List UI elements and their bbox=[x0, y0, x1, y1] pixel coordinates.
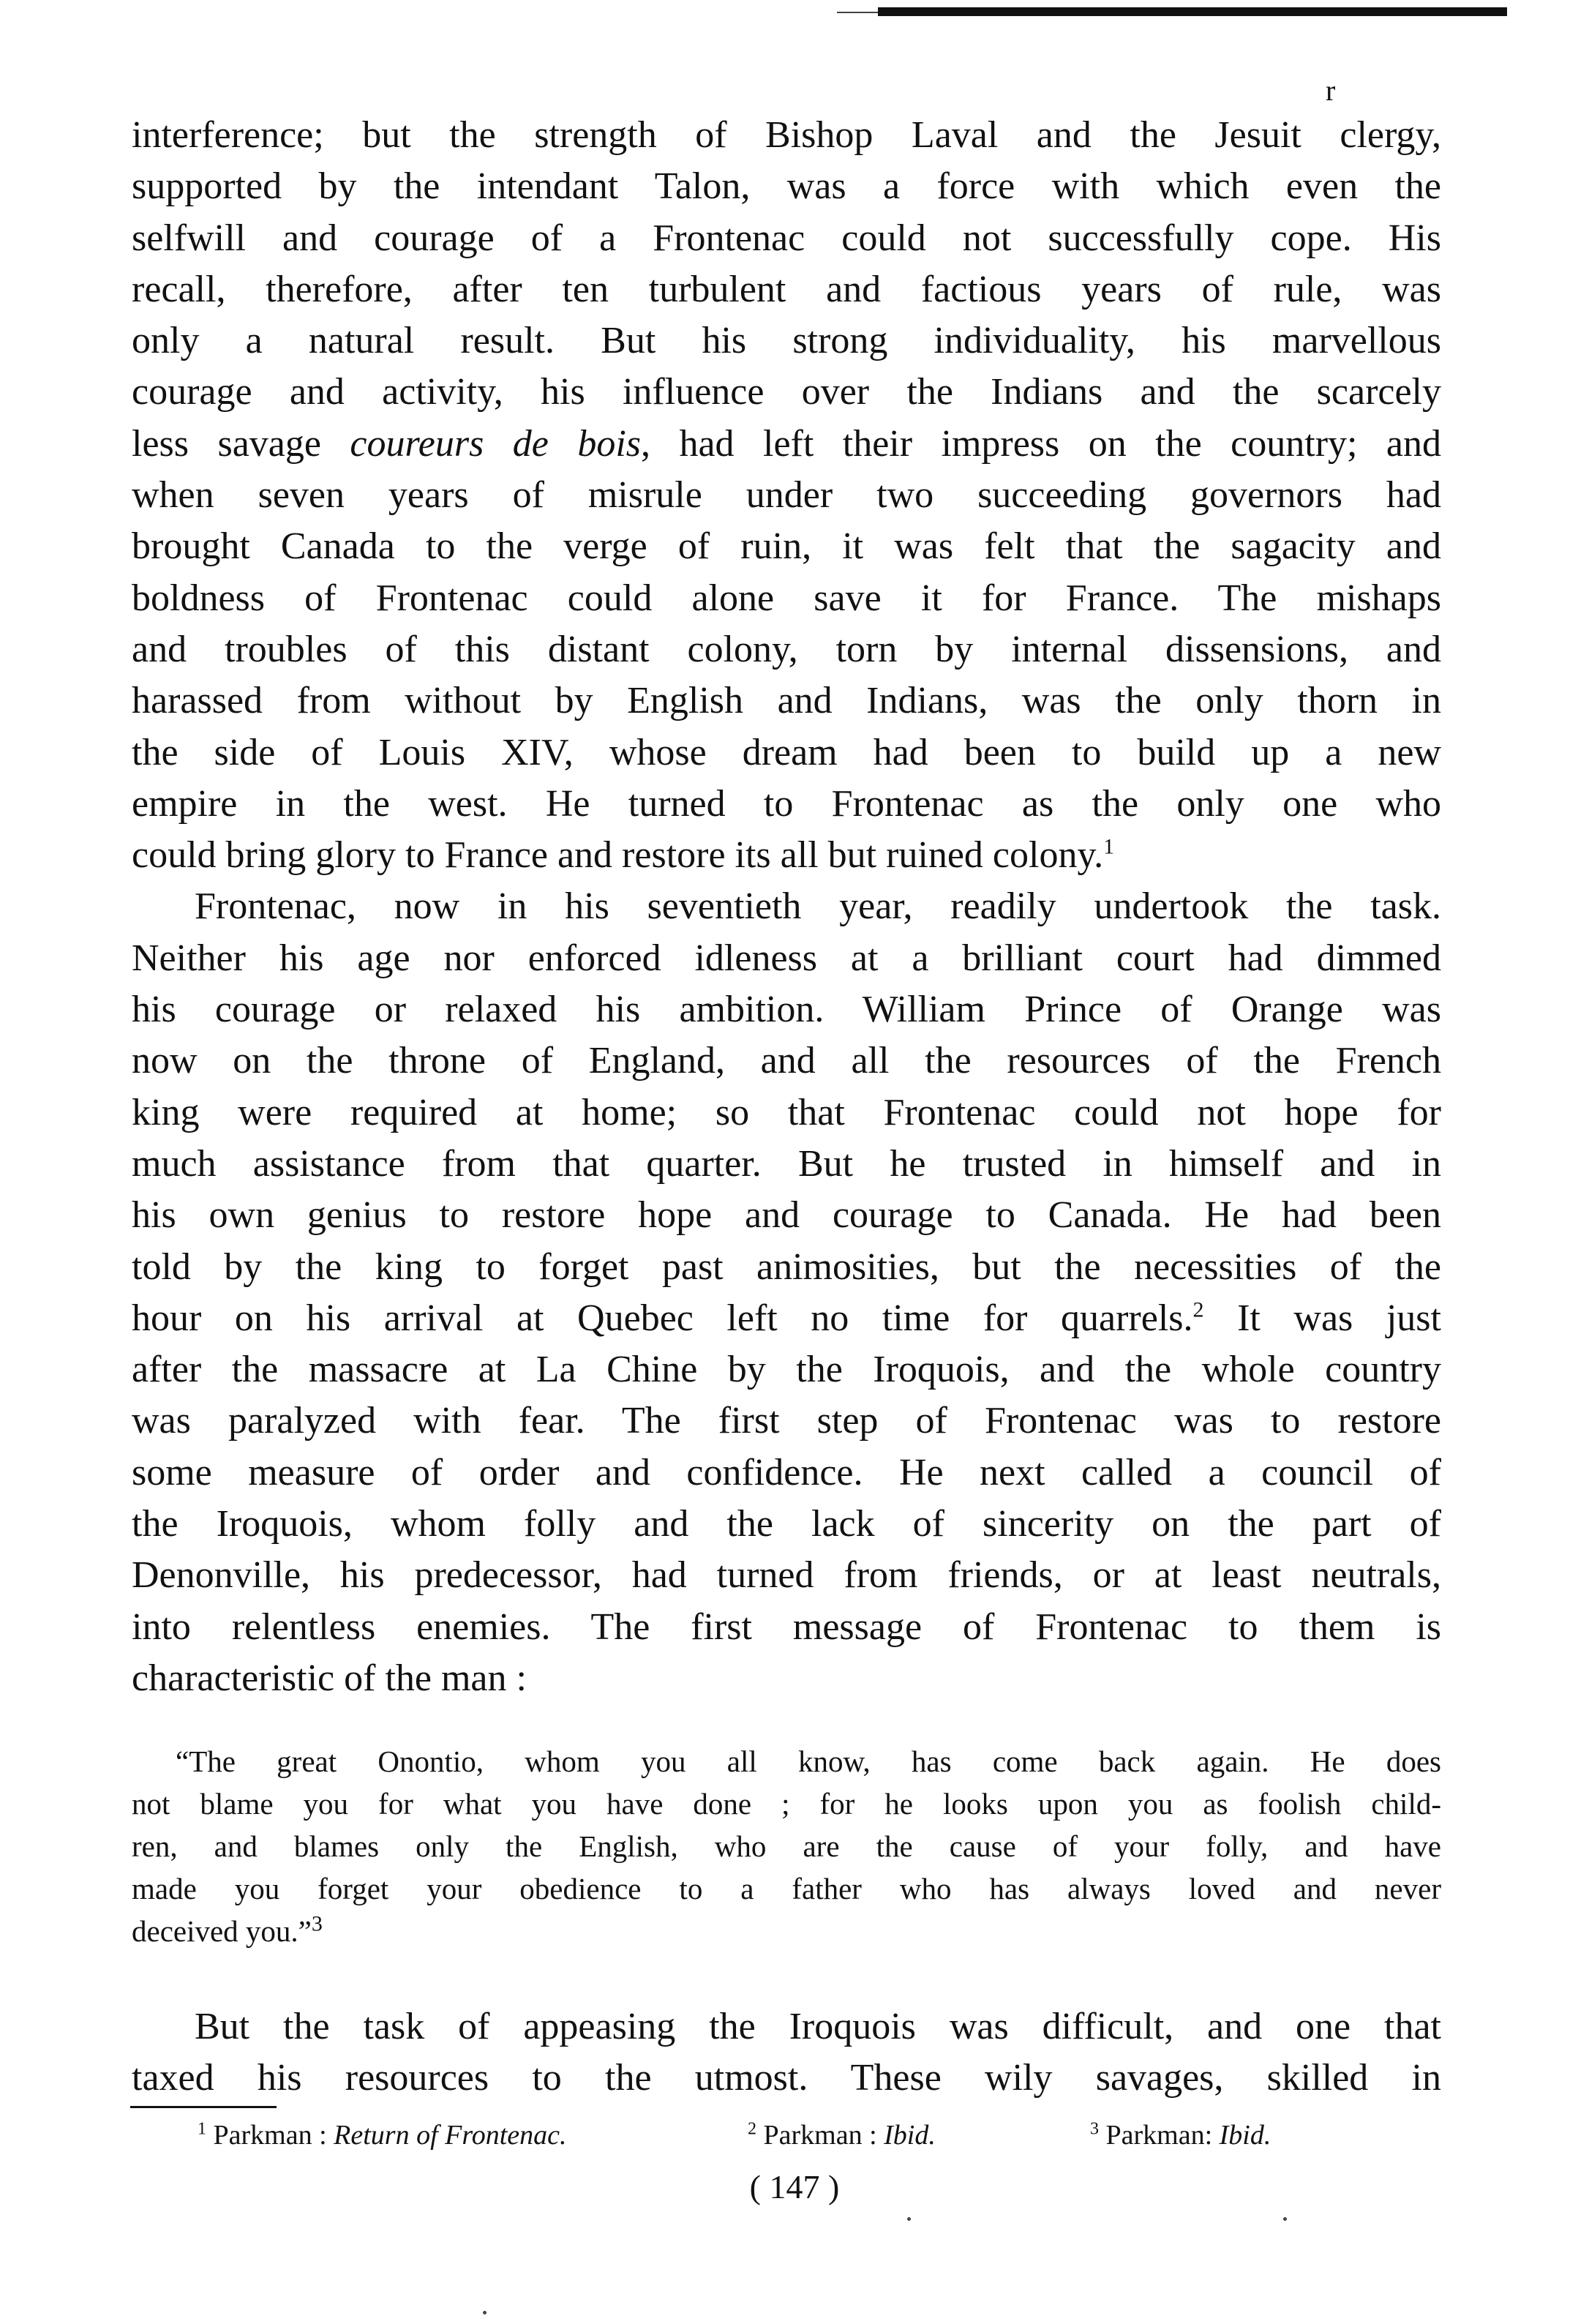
text-line: king were required at home; so that Frontenac could not hope for bbox=[132, 1091, 1441, 1133]
text-run: , had left their impress on the country; and bbox=[641, 422, 1441, 465]
main-text bbox=[132, 110, 1441, 1704]
block-quote bbox=[132, 1740, 1441, 1952]
text-run: less savage bbox=[132, 422, 350, 465]
footnote-author: Parkman: bbox=[1105, 2120, 1213, 2151]
footnote-rule bbox=[130, 2106, 277, 2108]
footnote bbox=[198, 2115, 567, 2156]
text-line: But the task of appeasing the Iroquois was difficult, and one that bbox=[195, 2006, 1441, 2047]
text-line: Denonville, his predecessor, had turned from friends, or at least neutrals, bbox=[132, 1554, 1441, 1597]
italic-phrase: coureurs de bois bbox=[350, 422, 642, 465]
text-line: some measure of order and confidence. He next called a council of bbox=[132, 1451, 1441, 1493]
text-line: supported by the intendant Talon, was a force with which even the bbox=[132, 165, 1441, 208]
text-line: much assistance from that quarter. But he trusted in himself and in bbox=[132, 1142, 1441, 1185]
footnote-ref: 2 bbox=[1192, 1297, 1204, 1322]
print-speck bbox=[1283, 2217, 1287, 2221]
text-line bbox=[132, 830, 1441, 881]
quote-line bbox=[132, 1910, 1441, 1952]
footnote-title: Ibid. bbox=[884, 2120, 936, 2151]
text-line: characteristic of the man : bbox=[132, 1657, 527, 1699]
text-run: could bring glory to France and restore its all but ruined colony. bbox=[132, 834, 1104, 877]
quote-line: ren, and blames only the English, who are the cause of your folly, and have bbox=[132, 1829, 1441, 1863]
text-line: brought Canada to the verge of ruin, it was felt that the sagacity and bbox=[132, 525, 1441, 568]
footnote bbox=[748, 2115, 936, 2156]
text-run: deceived you.” bbox=[132, 1914, 312, 1948]
text-line: now on the throne of England, and all the resources of the French bbox=[132, 1040, 1441, 1082]
text-line: his courage or relaxed his ambition. William Prince of Orange was bbox=[132, 989, 1441, 1031]
text-line: Neither his age nor enforced idleness at a brilliant court had dimmed bbox=[132, 937, 1441, 979]
corner-mark: r bbox=[1326, 74, 1336, 107]
text-line: taxed his resources to the utmost. These wily savages, skilled in bbox=[132, 2057, 1441, 2099]
footnote-mark: 2 bbox=[748, 2119, 756, 2139]
footnote-ref: 1 bbox=[1103, 834, 1115, 859]
footnote-mark: 1 bbox=[198, 2119, 206, 2139]
print-speck bbox=[483, 2311, 487, 2314]
closing-text bbox=[132, 2001, 1441, 2104]
footnote-title: Ibid. bbox=[1219, 2120, 1271, 2151]
footnote-author: Parkman : bbox=[213, 2120, 327, 2151]
text-line: recall, therefore, after ten turbulent and factious years of rule, was bbox=[132, 268, 1441, 310]
footnote bbox=[1090, 2115, 1271, 2156]
print-speck bbox=[907, 2217, 911, 2221]
footnote-author: Parkman : bbox=[763, 2120, 877, 2151]
text-line: into relentless enemies. The first message of Frontenac to them is bbox=[132, 1605, 1441, 1648]
text-line: selfwill and courage of a Frontenac could not successfully cope. His bbox=[132, 217, 1441, 259]
quote-line: made you forget your obedience to a father who has always loved and never bbox=[132, 1872, 1441, 1905]
text-line: courage and activity, his influence over the Indians and the scarcely bbox=[132, 371, 1441, 413]
text-line: empire in the west. He turned to Frontenac as the only one who bbox=[132, 782, 1441, 825]
text-run: hour on his arrival at Quebec left no time for quarrels. bbox=[132, 1297, 1193, 1339]
text-line bbox=[132, 419, 1441, 470]
footnote-ref: 3 bbox=[311, 1911, 323, 1936]
text-line: the side of Louis XIV, whose dream had been to build up a new bbox=[132, 731, 1441, 773]
text-line: was paralyzed with fear. The first step of Frontenac was to restore bbox=[132, 1400, 1441, 1442]
text-line: after the massacre at La Chine by the Iroquois, and the whole country bbox=[132, 1349, 1441, 1391]
footnote-title: Return of Frontenac. bbox=[334, 2120, 567, 2151]
text-line: told by the king to forget past animosities, but the necessities of the bbox=[132, 1245, 1441, 1288]
text-line: his own genius to restore hope and courage to Canada. He had been bbox=[132, 1194, 1441, 1237]
quote-line: not blame you for what you have done ; for he looks upon you as foolish child- bbox=[132, 1787, 1441, 1821]
text-run: It was just bbox=[1203, 1297, 1441, 1339]
footnote-mark: 3 bbox=[1090, 2119, 1099, 2139]
top-page-rule bbox=[878, 7, 1507, 16]
text-line: the Iroquois, whom folly and the lack of sincerity on the part of bbox=[132, 1503, 1441, 1545]
quote-line: “The great Onontio, whom you all know, has come back again. He does bbox=[176, 1744, 1441, 1778]
text-line bbox=[132, 1293, 1441, 1344]
text-line: only a natural result. But his strong individuality, his marvellous bbox=[132, 320, 1441, 362]
text-line: when seven years of misrule under two succeeding governors had bbox=[132, 474, 1441, 517]
text-line: interference; but the strength of Bishop Laval and the Jesuit clergy, bbox=[132, 114, 1441, 156]
text-line: Frontenac, now in his seventieth year, readily undertook the task. bbox=[195, 885, 1441, 928]
text-line: boldness of Frontenac could alone save it for France. The mishaps bbox=[132, 577, 1441, 619]
text-line: harassed from without by English and Indians, was the only thorn in bbox=[132, 680, 1441, 722]
text-line: and troubles of this distant colony, torn by internal dissensions, and bbox=[132, 628, 1441, 670]
page-number: ( 147 ) bbox=[749, 2168, 840, 2205]
